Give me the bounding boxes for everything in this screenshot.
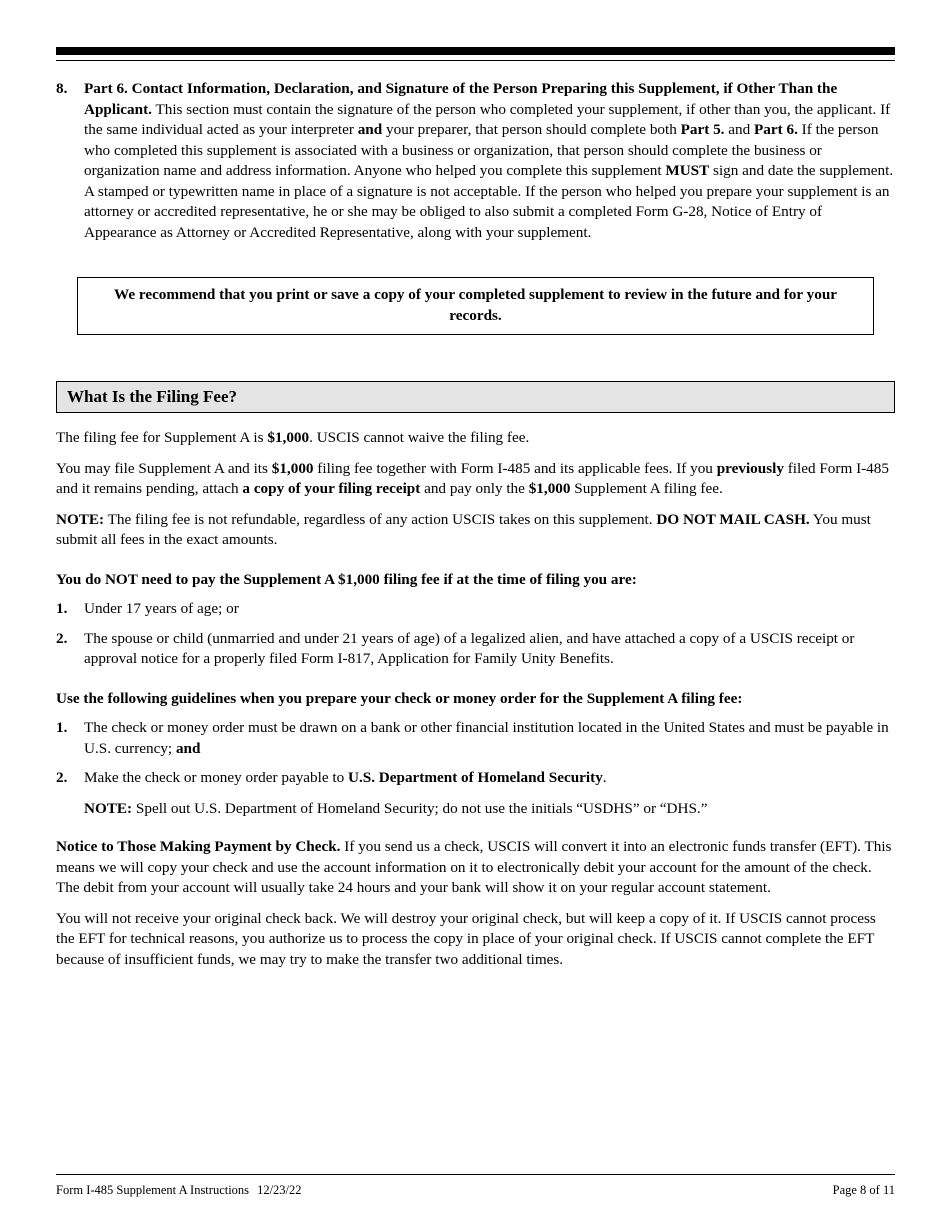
footer-page-number: Page 8 of 11	[832, 1183, 895, 1197]
header-thin-rule	[56, 60, 895, 61]
item-number: 2.	[56, 769, 68, 786]
text-span: If you send us a check, USCIS will convert it into an electronic funds transfer (EFT). This means we will copy your check and use the account information on it to electronically debit your account for the amount of the check. The debit from your account will usually take 24 hours and your bank will show it on your regular account statement.	[56, 838, 892, 896]
text-span: The filing fee for Supplement A is	[56, 429, 268, 446]
text-span: sign and date the supplement. A stamped or typewritten name in place of a signature is not acceptable. If the person who helped you prepare your supplement is an attorney or accredited representative, he or she may be obliged to also submit a completed Form G-28, Notice of Entry of Appearance as Attorney or Accredited Representative, along with your supplement.	[84, 162, 894, 241]
text-span: .	[602, 769, 607, 786]
footer-form-info	[56, 1182, 310, 1198]
text-span: your preparer, that person should complete both	[382, 121, 681, 138]
guideline-text	[84, 718, 895, 759]
note-label: NOTE:	[84, 799, 133, 817]
text-span: You may file Supplement A and its	[56, 459, 272, 477]
text-bold: Part 5.	[680, 121, 725, 138]
original-check-paragraph: You will not receive your original check back. We will destroy your original check, but will keep a copy of it. If USCIS cannot process the EFT for technical reasons, you authorize us to process the copy in place of your original check. If USCIS cannot complete the EFT because of insufficient funds, we may try to make the transfer two additional times.	[56, 909, 876, 968]
footer-date: 12/23/22	[257, 1183, 302, 1197]
text-bold: and	[357, 121, 383, 138]
guideline-note	[56, 799, 895, 820]
indent-spacer	[56, 799, 84, 820]
text-bold: $1,000	[267, 429, 310, 446]
header-thick-rule	[56, 47, 895, 55]
text-span: This section must contain the signature of the person who completed your supplement, if other than you, the applicant. If the same individual acted as your interpreter	[84, 100, 891, 138]
footer-rule	[56, 1174, 895, 1175]
text-span: The filing fee is not refundable, regardless of any action USCIS takes on this supplement.	[104, 510, 657, 528]
text-span: You must submit all fees in the exact amounts.	[56, 510, 871, 548]
fee-paragraph-2	[56, 459, 895, 500]
text-bold: $1,000	[528, 480, 571, 497]
check-payment-notice	[56, 837, 895, 899]
exempt-item	[56, 599, 895, 620]
guideline-item	[56, 718, 895, 759]
text-bold: U.S. Department of Homeland Security	[348, 769, 603, 786]
page-footer	[56, 1182, 895, 1198]
text-span: . USCIS cannot waive the filing fee.	[309, 429, 530, 446]
fee-paragraph-1	[56, 428, 895, 449]
part6-heading: Part 6. Contact Information, Declaration, and Signature of the Person Preparing this Supplement, if Other Than the Applicant.	[84, 80, 838, 118]
text-bold: previously	[716, 459, 784, 477]
notice-label: Notice to Those Making Payment by Check.	[56, 838, 341, 855]
text-bold: a copy of your filing receipt	[242, 480, 421, 497]
exempt-item	[56, 629, 895, 670]
text-bold: $1,000	[271, 459, 314, 477]
text-bold: and	[175, 739, 201, 757]
text-span: filed Form I-485 and it remains pending, attach	[56, 459, 889, 497]
part6-text	[84, 79, 895, 243]
text-span: If the person who completed this supplement is associated with a business or organization, that person should complete the business or organization name and address information. Anyone who helped you complete this supplement	[84, 121, 879, 179]
text-span: Spell out U.S. Department of Homeland Security; do not use the initials “USDHS” or “DHS.”	[132, 799, 708, 817]
part6-item	[56, 79, 895, 243]
guideline-text	[84, 768, 895, 789]
guideline-item	[56, 768, 895, 789]
page-content	[56, 79, 895, 970]
recommendation-notice-box: We recommend that you print or save a copy of your completed supplement to review in the future and for your records.	[77, 277, 874, 335]
section-header-filing-fee: What Is the Filing Fee?	[56, 381, 895, 413]
footer-form-name: Form I-485 Supplement A Instructions	[56, 1183, 250, 1197]
item-number: 1.	[56, 719, 68, 736]
text-span: Supplement A filing fee.	[570, 480, 723, 497]
exempt-item-text: Under 17 years of age; or	[84, 600, 239, 617]
note-label: NOTE:	[56, 510, 105, 528]
guideline-note-text	[84, 799, 895, 820]
exempt-heading: You do NOT need to pay the Supplement A $1,000 filing fee if at the time of filing you are:	[56, 570, 637, 588]
text-span: Make the check or money order payable to	[84, 769, 348, 786]
item-number: 2.	[56, 629, 68, 647]
fee-note	[56, 510, 895, 551]
text-bold: Part 6.	[754, 121, 798, 138]
text-span: and pay only the	[420, 480, 529, 497]
text-span: The check or money order must be drawn on a bank or other financial institution located in the United States and must be payable in U.S. currency;	[84, 719, 889, 757]
text-bold: MUST	[665, 162, 710, 179]
text-span: and	[724, 121, 755, 138]
guidelines-heading: Use the following guidelines when you prepare your check or money order for the Supplement A filing fee:	[56, 689, 743, 707]
item-number: 1.	[56, 600, 68, 617]
text-span: filing fee together with Form I-485 and its applicable fees. If you	[313, 459, 717, 477]
text-bold: DO NOT MAIL CASH.	[656, 510, 810, 528]
exempt-item-text: The spouse or child (unmarried and under 21 years of age) of a legalized alien, and have attached a copy of a USCIS receipt or approval notice for a properly filed Form I-817, Application for Family Unity Benefits.	[84, 629, 855, 667]
item-number: 8.	[56, 80, 68, 97]
